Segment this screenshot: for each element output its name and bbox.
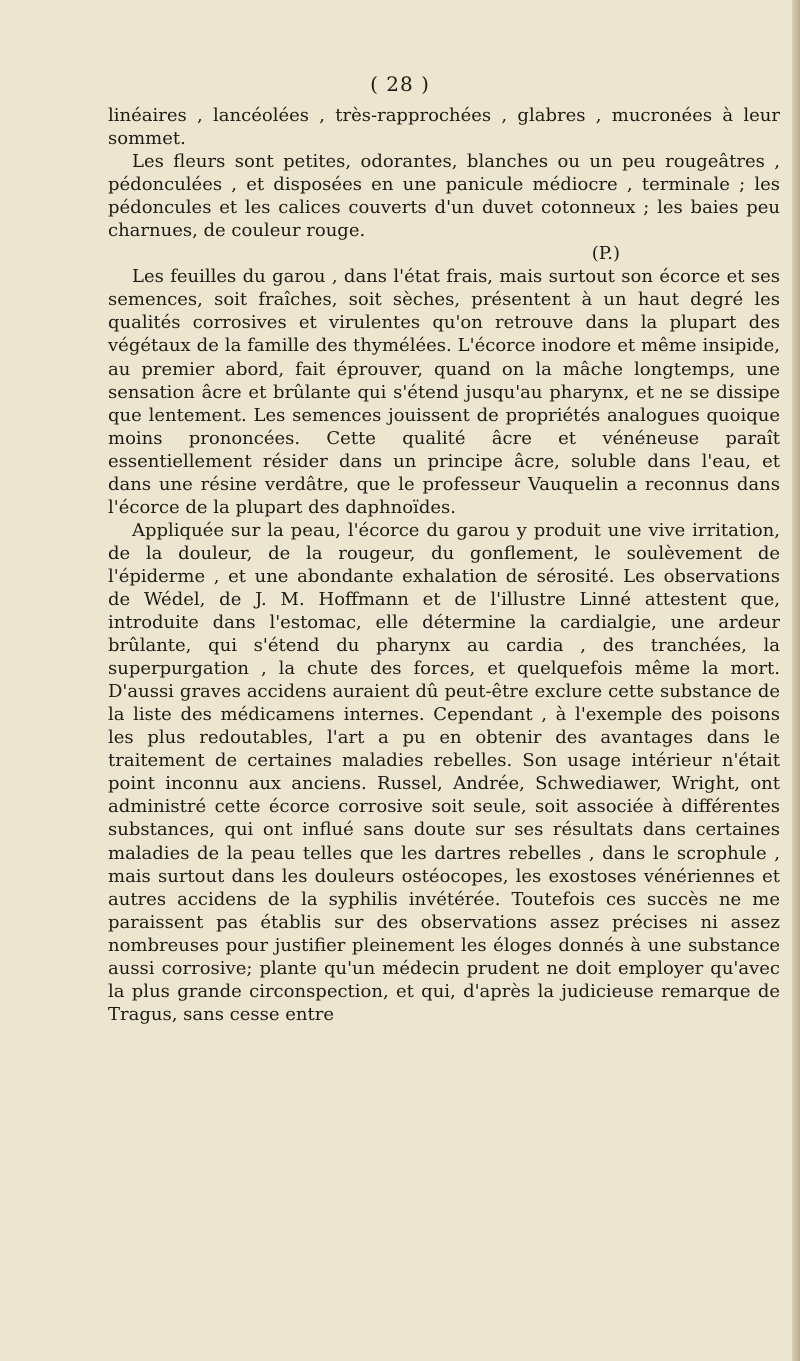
paragraph-continued: linéaires , lancéolées , très-rapprochées , glabres , mucronées à leur sommet.	[108, 105, 780, 150]
paragraph-properties: Les feuilles du garou , dans l'état frais, mais surtout son écorce et ses semences, soit fraîches, soit sèches, présentent à un haut degré les qualités corrosives et virulentes qu'on retrouve dans la plupart des végétaux de la famille des thymélées. L'écorce inodore et même insipide, au premier abord, fait éprouver, quand on la mâche longtemps, une sensation âcre et brûlante qui s'étend jusqu'au pharynx, et ne se dissipe que lentement. Les semences jouissent de propriétés analogues quoique moins prononcées. Cette qualité âcre et vénéneuse paraît essentiellement résider dans un principe âcre, soluble dans l'eau, et dans une résine verdâtre, que le professeur Vauquelin a reconnus dans l'écorce de la plupart des daphnoïdes.	[108, 266, 780, 518]
paragraph-flowers: Les fleurs sont petites, odorantes, blanches ou un peu rougeâtres , pédonculées , et disposées en une panicule médiocre , terminale ; les pédoncules et les calices couverts d'un duvet cotonneux ; les baies peu charnues, de couleur rouge.	[108, 151, 780, 242]
paragraph-uses: Appliquée sur la peau, l'écorce du garou y produit une vive irritation, de la douleur, de la rougeur, du gonflement, le soulèvement de l'épiderme , et une abondante exhalation de sérosité. Les observations de Wédel, de J. M. Hoffmann et de l'illustre Linné attestent que, introduite dans l'estomac, elle détermine la cardialgie, une ardeur brûlante, qui s'étend du pharynx au cardia , des tranchées, la superpurgation , la chute des forces, et quelquefois même la mort. D'aussi graves accidens auraient dû peut-être exclure cette substance de la liste des médicamens internes. Cependant , à l'exemple des poisons les plus redoutables, l'art a pu en obtenir des avantages dans le traitement de certaines maladies rebelles. Son usage intérieur n'était point inconnu aux anciens. Russel, Andrée, Schwediawer, Wright, ont administré cette écorce corrosive soit seule, soit associée à différentes substances, qui ont influé sans doute sur ses résultats dans certaines maladies de la peau telles que les dartres rebelles , dans le scrophule , mais surtout dans les douleurs ostéocopes, les exostoses vénériennes et autres accidens de la syphilis invétérée. Toutefois ces succès ne me paraissent pas établis sur des observations assez précises ni assez nombreuses pour justifier pleinement les éloges donnés à une substance aussi corrosive; plante qu'un médecin prudent ne doit employer qu'avec la plus grande circonspection, et qui, d'après la judicieuse remarque de Tragus, sans cesse entre	[108, 519, 780, 1025]
page-body	[108, 104, 780, 1026]
page-number: ( 28 )	[370, 72, 430, 96]
page-edge-shadow	[792, 0, 800, 1361]
author-signature: (P.)	[591, 243, 620, 265]
